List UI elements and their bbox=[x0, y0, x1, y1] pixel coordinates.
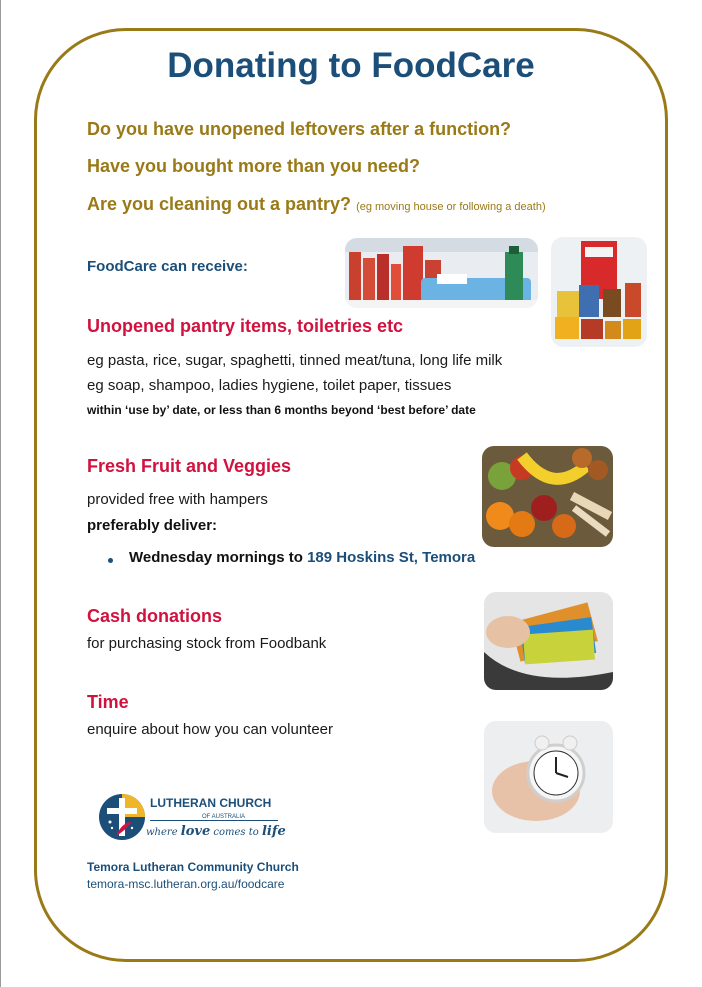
pantry-examples-food: eg pasta, rice, sugar, spaghetti, tinned meat/tuna, long life milk bbox=[87, 352, 503, 369]
question-pantry bbox=[87, 194, 546, 215]
receive-label: FoodCare can receive: bbox=[87, 258, 248, 275]
question-bought-more: Have you bought more than you need? bbox=[87, 156, 421, 176]
pantry-heading: Unopened pantry items, toiletries etc bbox=[87, 316, 404, 336]
delivery-bullet bbox=[129, 549, 475, 566]
page-edge bbox=[0, 0, 1, 987]
logo-tagline-comes: comes to bbox=[210, 827, 262, 838]
pantry-date-note: within ‘use by’ date, or less than 6 months beyond ‘best before’ date bbox=[87, 403, 476, 417]
logo-name: LUTHERAN CHURCH bbox=[150, 796, 272, 810]
bullet-dot bbox=[108, 558, 113, 563]
question-pantry-note: (eg moving house or following a death) bbox=[356, 201, 546, 213]
clock-photo bbox=[484, 721, 613, 833]
lutheran-logo bbox=[98, 792, 288, 848]
logo-sub: OF AUSTRALIA bbox=[202, 814, 246, 820]
time-heading: Time bbox=[87, 692, 129, 712]
logo-tagline-life: life bbox=[261, 824, 286, 839]
delivery-address: 189 Hoskins St, Temora bbox=[307, 549, 476, 566]
logo-tagline-love: love bbox=[180, 824, 211, 839]
footer-url[interactable]: temora-msc.lutheran.org.au/foodcare bbox=[87, 877, 285, 891]
logo-divider bbox=[150, 820, 278, 821]
fruit-veg-photo bbox=[482, 446, 613, 547]
question-leftovers: Do you have unopened leftovers after a function? bbox=[87, 119, 512, 139]
toiletries-photo bbox=[345, 238, 538, 308]
footer-church: Temora Lutheran Community Church bbox=[87, 860, 299, 874]
cash-line: for purchasing stock from Foodbank bbox=[87, 635, 327, 652]
time-line: enquire about how you can volunteer bbox=[87, 721, 334, 738]
pantry-examples-toiletries: eg soap, shampoo, ladies hygiene, toilet paper, tissues bbox=[87, 377, 452, 394]
logo-tagline bbox=[146, 824, 286, 839]
fresh-line-deliver: preferably deliver: bbox=[87, 517, 218, 534]
question-pantry-text: Are you cleaning out a pantry? bbox=[87, 194, 352, 214]
fresh-heading: Fresh Fruit and Veggies bbox=[87, 456, 292, 476]
fresh-line-hampers: provided free with hampers bbox=[87, 491, 268, 508]
pantry-items-photo bbox=[551, 237, 647, 347]
poster-title: Donating to FoodCare bbox=[167, 46, 535, 85]
cash-photo bbox=[484, 592, 613, 690]
logo-tagline-where: where bbox=[146, 827, 181, 838]
cash-heading: Cash donations bbox=[87, 606, 223, 626]
delivery-time: Wednesday mornings to bbox=[129, 549, 308, 566]
